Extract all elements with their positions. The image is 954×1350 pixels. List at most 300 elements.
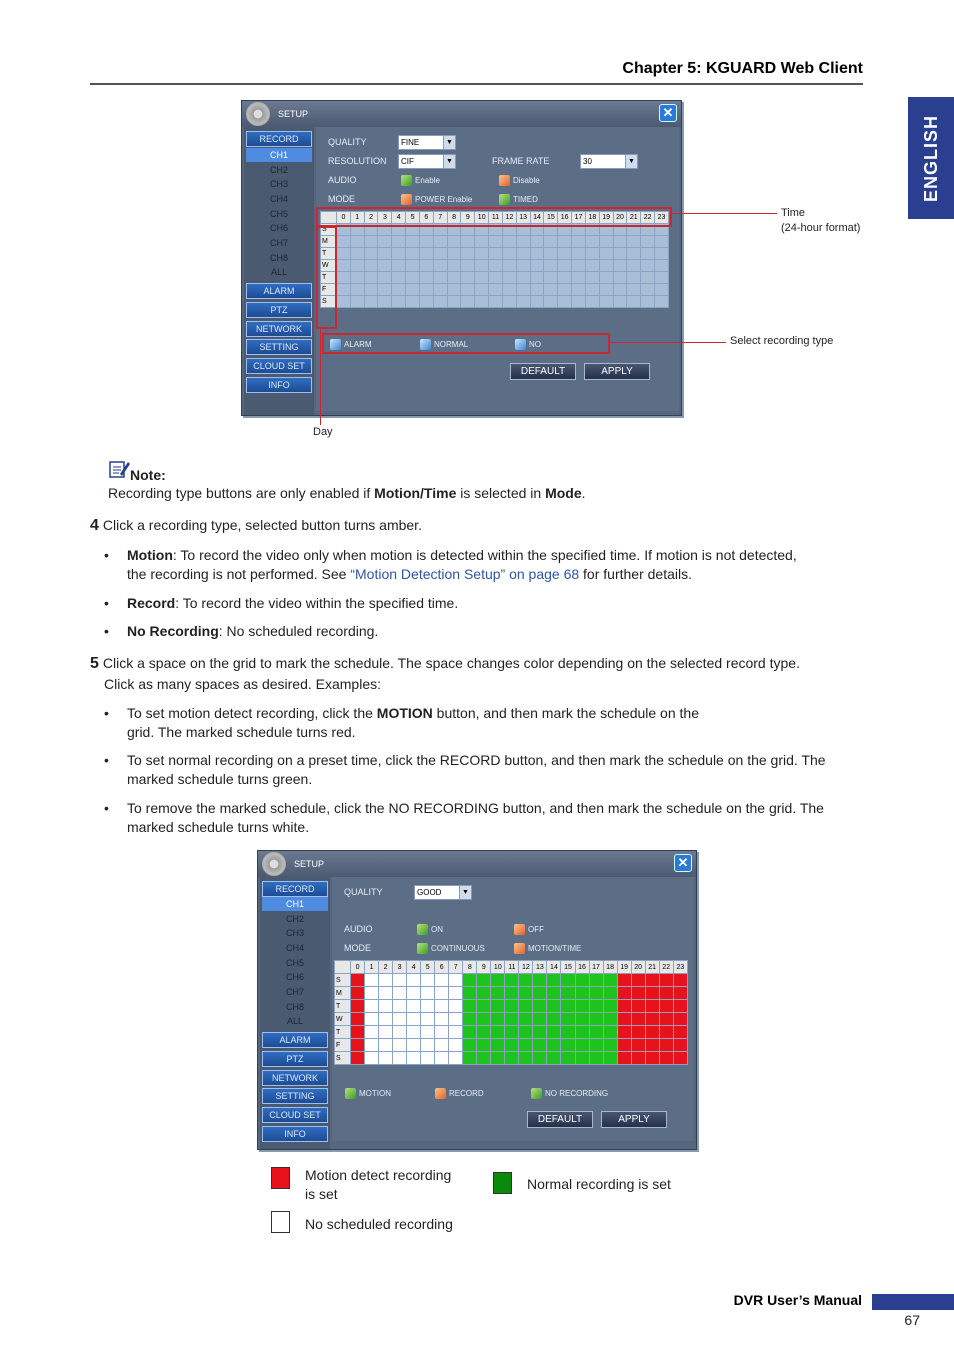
schedule-cell[interactable]	[337, 272, 351, 284]
schedule-cell[interactable]	[477, 974, 491, 987]
schedule-cell[interactable]	[547, 1026, 561, 1039]
schedule-cell[interactable]	[589, 974, 603, 987]
schedule-cell[interactable]	[365, 987, 379, 1000]
sidebar-cloud-set-button[interactable]: CLOUD SET	[262, 1107, 328, 1123]
schedule-cell[interactable]	[350, 284, 364, 296]
schedule-cell[interactable]	[491, 1039, 505, 1052]
frame-rate-select[interactable]	[580, 154, 638, 169]
schedule-cell[interactable]	[655, 248, 669, 260]
schedule-cell[interactable]	[378, 296, 392, 308]
schedule-cell[interactable]	[502, 248, 516, 260]
schedule-cell[interactable]	[505, 1013, 519, 1026]
schedule-cell[interactable]	[392, 296, 406, 308]
schedule-cell[interactable]	[364, 260, 378, 272]
schedule-cell[interactable]	[603, 1026, 617, 1039]
sidebar-all[interactable]: ALL	[270, 267, 287, 277]
schedule-cell[interactable]	[505, 1000, 519, 1013]
schedule-cell[interactable]	[351, 1013, 365, 1026]
schedule-cell[interactable]	[558, 236, 572, 248]
schedule-cell[interactable]	[533, 1000, 547, 1013]
schedule-cell[interactable]	[544, 272, 558, 284]
schedule-cell[interactable]	[393, 1000, 407, 1013]
schedule-cell[interactable]	[533, 1039, 547, 1052]
schedule-cell[interactable]	[561, 974, 575, 987]
schedule-cell[interactable]	[433, 236, 447, 248]
schedule-cell[interactable]	[645, 987, 659, 1000]
schedule-cell[interactable]	[337, 296, 351, 308]
schedule-cell[interactable]	[599, 284, 613, 296]
schedule-cell[interactable]	[572, 260, 586, 272]
schedule-cell[interactable]	[544, 248, 558, 260]
schedule-cell[interactable]	[447, 284, 461, 296]
schedule-cell[interactable]	[505, 974, 519, 987]
mode-continuous-radio[interactable]	[417, 943, 485, 954]
schedule-cell[interactable]	[613, 248, 627, 260]
schedule-cell[interactable]	[645, 1026, 659, 1039]
schedule-cell[interactable]	[449, 1026, 463, 1039]
schedule-cell[interactable]	[659, 1013, 673, 1026]
schedule-cell[interactable]	[516, 284, 530, 296]
schedule-cell[interactable]	[489, 236, 503, 248]
schedule-cell[interactable]	[491, 1013, 505, 1026]
schedule-cell[interactable]	[613, 284, 627, 296]
schedule-cell[interactable]	[659, 987, 673, 1000]
sidebar-ch4[interactable]: CH4	[269, 194, 288, 204]
schedule-cell[interactable]	[393, 987, 407, 1000]
schedule-cell[interactable]	[379, 1052, 393, 1065]
schedule-cell[interactable]	[350, 272, 364, 284]
schedule-cell[interactable]	[407, 1000, 421, 1013]
schedule-cell[interactable]	[378, 272, 392, 284]
schedule-cell[interactable]	[575, 1052, 589, 1065]
schedule-cell[interactable]	[505, 1052, 519, 1065]
schedule-cell[interactable]	[603, 1000, 617, 1013]
schedule-cell[interactable]	[393, 1013, 407, 1026]
schedule-cell[interactable]	[392, 284, 406, 296]
schedule-cell[interactable]	[659, 1052, 673, 1065]
schedule-cell[interactable]	[572, 296, 586, 308]
sidebar-ch8[interactable]: CH8	[285, 1002, 304, 1012]
audio-enable-radio[interactable]	[401, 175, 440, 186]
schedule-cell[interactable]	[544, 284, 558, 296]
schedule-cell[interactable]	[627, 296, 641, 308]
schedule-cell[interactable]	[433, 296, 447, 308]
sidebar-ch4[interactable]: CH4	[285, 943, 304, 953]
schedule-cell[interactable]	[673, 974, 687, 987]
schedule-cell[interactable]	[617, 1026, 631, 1039]
schedule-cell[interactable]	[407, 974, 421, 987]
schedule-cell[interactable]	[530, 296, 544, 308]
schedule-cell[interactable]	[613, 236, 627, 248]
schedule-cell[interactable]	[603, 1013, 617, 1026]
schedule-cell[interactable]	[365, 1000, 379, 1013]
schedule-cell[interactable]	[491, 1052, 505, 1065]
schedule-cell[interactable]	[673, 1039, 687, 1052]
schedule-cell[interactable]	[491, 974, 505, 987]
schedule-cell[interactable]	[589, 1013, 603, 1026]
sidebar-record-button[interactable]: RECORD	[262, 881, 328, 897]
schedule-cell[interactable]	[491, 1000, 505, 1013]
schedule-cell[interactable]	[421, 1052, 435, 1065]
default-button[interactable]: DEFAULT	[527, 1111, 593, 1128]
schedule-cell[interactable]	[378, 260, 392, 272]
schedule-cell[interactable]	[407, 1039, 421, 1052]
schedule-cell[interactable]	[449, 1039, 463, 1052]
schedule-cell[interactable]	[449, 987, 463, 1000]
schedule-cell[interactable]	[435, 1052, 449, 1065]
schedule-cell[interactable]	[337, 248, 351, 260]
sidebar-ch6[interactable]: CH6	[269, 223, 288, 233]
schedule-cell[interactable]	[575, 1000, 589, 1013]
schedule-cell[interactable]	[337, 260, 351, 272]
apply-button[interactable]: APPLY	[584, 363, 650, 380]
schedule-cell[interactable]	[477, 1052, 491, 1065]
schedule-cell[interactable]	[406, 248, 420, 260]
schedule-cell[interactable]	[558, 284, 572, 296]
schedule-cell[interactable]	[419, 260, 433, 272]
schedule-cell[interactable]	[489, 248, 503, 260]
schedule-cell[interactable]	[435, 1026, 449, 1039]
audio-disable-radio[interactable]	[499, 175, 540, 186]
schedule-cell[interactable]	[449, 974, 463, 987]
schedule-cell[interactable]	[406, 236, 420, 248]
schedule-cell[interactable]	[645, 1013, 659, 1026]
schedule-cell[interactable]	[617, 1013, 631, 1026]
schedule-cell[interactable]	[645, 1000, 659, 1013]
schedule-cell[interactable]	[645, 974, 659, 987]
schedule-cell[interactable]	[433, 272, 447, 284]
schedule-cell[interactable]	[603, 1039, 617, 1052]
schedule-cell[interactable]	[659, 974, 673, 987]
schedule-cell[interactable]	[433, 248, 447, 260]
schedule-cell[interactable]	[419, 284, 433, 296]
schedule-cell[interactable]	[533, 974, 547, 987]
audio-off-radio[interactable]	[514, 924, 544, 935]
schedule-cell[interactable]	[519, 1052, 533, 1065]
schedule-cell[interactable]	[558, 296, 572, 308]
schedule-cell[interactable]	[421, 1000, 435, 1013]
schedule-cell[interactable]	[547, 1039, 561, 1052]
schedule-cell[interactable]	[631, 1000, 645, 1013]
schedule-cell[interactable]	[392, 260, 406, 272]
sidebar-ptz-button[interactable]: PTZ	[262, 1051, 328, 1067]
schedule-cell[interactable]	[673, 1026, 687, 1039]
schedule-cell[interactable]	[585, 248, 599, 260]
schedule-cell[interactable]	[673, 1000, 687, 1013]
schedule-cell[interactable]	[589, 1052, 603, 1065]
sidebar-ch8[interactable]: CH8	[269, 253, 288, 263]
schedule-cell[interactable]	[519, 974, 533, 987]
schedule-cell[interactable]	[378, 284, 392, 296]
schedule-cell[interactable]	[351, 1052, 365, 1065]
quality-select[interactable]	[398, 135, 456, 150]
schedule-cell[interactable]	[627, 260, 641, 272]
sidebar-ch2[interactable]: CH2	[269, 165, 288, 175]
schedule-cell[interactable]	[617, 1039, 631, 1052]
schedule-cell[interactable]	[516, 272, 530, 284]
schedule-cell[interactable]	[599, 272, 613, 284]
schedule-cell[interactable]	[673, 987, 687, 1000]
schedule-cell[interactable]	[461, 284, 475, 296]
schedule-cell[interactable]	[463, 1052, 477, 1065]
schedule-cell[interactable]	[489, 284, 503, 296]
schedule-cell[interactable]	[463, 974, 477, 987]
schedule-cell[interactable]	[627, 248, 641, 260]
schedule-cell[interactable]	[603, 1052, 617, 1065]
schedule-cell[interactable]	[449, 1013, 463, 1026]
schedule-cell[interactable]	[475, 236, 489, 248]
sidebar-record-button[interactable]: RECORD	[246, 131, 312, 147]
schedule-cell[interactable]	[645, 1052, 659, 1065]
schedule-cell[interactable]	[617, 974, 631, 987]
schedule-cell[interactable]	[365, 974, 379, 987]
schedule-cell[interactable]	[433, 284, 447, 296]
sidebar-ch5[interactable]: CH5	[285, 958, 304, 968]
schedule-cell[interactable]	[447, 248, 461, 260]
schedule-cell[interactable]	[379, 1039, 393, 1052]
schedule-cell[interactable]	[433, 260, 447, 272]
schedule-cell[interactable]	[449, 1052, 463, 1065]
apply-button[interactable]: APPLY	[601, 1111, 667, 1128]
schedule-cell[interactable]	[406, 260, 420, 272]
schedule-cell[interactable]	[589, 1000, 603, 1013]
schedule-cell[interactable]	[641, 284, 655, 296]
schedule-cell[interactable]	[572, 284, 586, 296]
schedule-cell[interactable]	[379, 987, 393, 1000]
schedule-cell[interactable]	[379, 1013, 393, 1026]
schedule-cell[interactable]	[351, 1026, 365, 1039]
schedule-cell[interactable]	[645, 1039, 659, 1052]
schedule-cell[interactable]	[655, 272, 669, 284]
schedule-cell[interactable]	[655, 296, 669, 308]
schedule-cell[interactable]	[364, 236, 378, 248]
schedule-cell[interactable]	[502, 296, 516, 308]
schedule-cell[interactable]	[631, 1026, 645, 1039]
schedule-cell[interactable]	[655, 260, 669, 272]
schedule-cell[interactable]	[519, 1000, 533, 1013]
schedule-cell[interactable]	[447, 260, 461, 272]
schedule-cell[interactable]	[599, 260, 613, 272]
schedule-cell[interactable]	[365, 1052, 379, 1065]
schedule-cell[interactable]	[631, 987, 645, 1000]
sidebar-ch5[interactable]: CH5	[269, 209, 288, 219]
schedule-cell[interactable]	[365, 1013, 379, 1026]
schedule-cell[interactable]	[365, 1039, 379, 1052]
schedule-cell[interactable]	[659, 1026, 673, 1039]
schedule-cell[interactable]	[575, 974, 589, 987]
schedule-cell[interactable]	[585, 272, 599, 284]
schedule-cell[interactable]	[561, 1026, 575, 1039]
schedule-cell[interactable]	[477, 1013, 491, 1026]
sidebar-ch1[interactable]: CH1	[262, 897, 328, 911]
schedule-cell[interactable]	[477, 1026, 491, 1039]
schedule-cell[interactable]	[393, 1039, 407, 1052]
sidebar-ch7[interactable]: CH7	[269, 238, 288, 248]
schedule-cell[interactable]	[530, 248, 544, 260]
schedule-cell[interactable]	[406, 296, 420, 308]
schedule-cell[interactable]	[533, 1026, 547, 1039]
schedule-cell[interactable]	[463, 1026, 477, 1039]
schedule-cell[interactable]	[516, 260, 530, 272]
schedule-cell[interactable]	[519, 1013, 533, 1026]
schedule-cell[interactable]	[421, 974, 435, 987]
schedule-cell[interactable]	[631, 974, 645, 987]
schedule-cell[interactable]	[589, 1039, 603, 1052]
schedule-cell[interactable]	[599, 248, 613, 260]
schedule-cell[interactable]	[463, 1013, 477, 1026]
schedule-cell[interactable]	[337, 236, 351, 248]
schedule-cell[interactable]	[475, 284, 489, 296]
schedule-cell[interactable]	[463, 987, 477, 1000]
type-motion-radio[interactable]	[345, 1088, 391, 1099]
schedule-cell[interactable]	[631, 1013, 645, 1026]
schedule-cell[interactable]	[502, 272, 516, 284]
schedule-cell[interactable]	[475, 248, 489, 260]
mode-timed-radio[interactable]	[499, 194, 538, 205]
schedule-cell[interactable]	[589, 1026, 603, 1039]
schedule-cell[interactable]	[491, 987, 505, 1000]
schedule-cell[interactable]	[419, 272, 433, 284]
sidebar-network-button[interactable]: NETWORK	[246, 321, 312, 337]
schedule-cell[interactable]	[575, 987, 589, 1000]
schedule-cell[interactable]	[631, 1039, 645, 1052]
schedule-cell[interactable]	[641, 236, 655, 248]
schedule-cell[interactable]	[519, 1039, 533, 1052]
sidebar-info-button[interactable]: INFO	[246, 377, 312, 393]
schedule-cell[interactable]	[378, 248, 392, 260]
schedule-cell[interactable]	[435, 1039, 449, 1052]
schedule-cell[interactable]	[544, 260, 558, 272]
schedule-cell[interactable]	[505, 1039, 519, 1052]
sidebar-cloud-set-button[interactable]: CLOUD SET	[246, 358, 312, 374]
schedule-cell[interactable]	[351, 1039, 365, 1052]
schedule-cell[interactable]	[435, 1000, 449, 1013]
schedule-cell[interactable]	[533, 987, 547, 1000]
schedule-cell[interactable]	[421, 1013, 435, 1026]
schedule-cell[interactable]	[350, 260, 364, 272]
schedule-cell[interactable]	[421, 1039, 435, 1052]
schedule-cell[interactable]	[463, 1000, 477, 1013]
schedule-cell[interactable]	[641, 248, 655, 260]
schedule-cell[interactable]	[627, 272, 641, 284]
schedule-cell[interactable]	[407, 1026, 421, 1039]
mode-motion-time-radio[interactable]	[514, 943, 581, 954]
sidebar-setting-button[interactable]: SETTING	[246, 339, 312, 355]
schedule-cell[interactable]	[475, 272, 489, 284]
schedule-cell[interactable]	[547, 1052, 561, 1065]
schedule-cell[interactable]	[613, 272, 627, 284]
sidebar-alarm-button[interactable]: ALARM	[246, 283, 312, 299]
default-button[interactable]: DEFAULT	[510, 363, 576, 380]
schedule-cell[interactable]	[641, 296, 655, 308]
schedule-cell[interactable]	[463, 1039, 477, 1052]
schedule-cell[interactable]	[378, 236, 392, 248]
schedule-cell[interactable]	[519, 987, 533, 1000]
schedule-cell[interactable]	[673, 1013, 687, 1026]
schedule-cell[interactable]	[364, 296, 378, 308]
schedule-cell[interactable]	[502, 260, 516, 272]
resolution-select[interactable]	[398, 154, 456, 169]
schedule-cell[interactable]	[585, 236, 599, 248]
schedule-cell[interactable]	[447, 296, 461, 308]
mode-power-radio[interactable]	[401, 194, 472, 205]
schedule-cell[interactable]	[561, 1000, 575, 1013]
schedule-cell[interactable]	[365, 1026, 379, 1039]
schedule-cell[interactable]	[547, 1013, 561, 1026]
schedule-cell[interactable]	[530, 284, 544, 296]
schedule-cell[interactable]	[599, 236, 613, 248]
schedule-cell[interactable]	[379, 974, 393, 987]
schedule-cell[interactable]	[364, 272, 378, 284]
type-record-radio[interactable]	[435, 1088, 484, 1099]
schedule-cell[interactable]	[558, 260, 572, 272]
type-no-recording-radio[interactable]	[531, 1088, 608, 1099]
schedule-cell[interactable]	[461, 260, 475, 272]
schedule-cell[interactable]	[393, 974, 407, 987]
quality-select[interactable]	[414, 885, 472, 900]
schedule-cell[interactable]	[603, 987, 617, 1000]
schedule-cell[interactable]	[673, 1052, 687, 1065]
sidebar-ch1[interactable]: CH1	[246, 148, 312, 162]
schedule-cell[interactable]	[533, 1052, 547, 1065]
sidebar-ch3[interactable]: CH3	[285, 928, 304, 938]
schedule-cell[interactable]	[585, 296, 599, 308]
schedule-cell[interactable]	[419, 236, 433, 248]
schedule-cell[interactable]	[364, 248, 378, 260]
schedule-cell[interactable]	[533, 1013, 547, 1026]
schedule-cell[interactable]	[393, 1052, 407, 1065]
schedule-cell[interactable]	[558, 272, 572, 284]
schedule-cell[interactable]	[599, 296, 613, 308]
schedule-cell[interactable]	[585, 284, 599, 296]
sidebar-ch6[interactable]: CH6	[285, 972, 304, 982]
schedule-cell[interactable]	[631, 1052, 645, 1065]
schedule-cell[interactable]	[461, 248, 475, 260]
schedule-cell[interactable]	[489, 260, 503, 272]
schedule-cell[interactable]	[475, 260, 489, 272]
schedule-cell[interactable]	[617, 1000, 631, 1013]
schedule-cell[interactable]	[659, 1000, 673, 1013]
schedule-cell[interactable]	[477, 1039, 491, 1052]
schedule-cell[interactable]	[489, 272, 503, 284]
schedule-cell[interactable]	[572, 248, 586, 260]
schedule-cell[interactable]	[575, 1013, 589, 1026]
schedule-cell[interactable]	[613, 296, 627, 308]
schedule-cell[interactable]	[519, 1026, 533, 1039]
sidebar-alarm-button[interactable]: ALARM	[262, 1032, 328, 1048]
schedule-cell[interactable]	[477, 1000, 491, 1013]
sidebar-setting-button[interactable]: SETTING	[262, 1088, 328, 1104]
schedule-cell[interactable]	[351, 974, 365, 987]
sidebar-all[interactable]: ALL	[286, 1016, 303, 1026]
schedule-cell[interactable]	[655, 284, 669, 296]
schedule-cell[interactable]	[421, 1026, 435, 1039]
schedule-cell[interactable]	[447, 272, 461, 284]
schedule-cell[interactable]	[337, 284, 351, 296]
schedule-cell[interactable]	[572, 236, 586, 248]
schedule-cell[interactable]	[516, 236, 530, 248]
schedule-cell[interactable]	[435, 1013, 449, 1026]
schedule-cell[interactable]	[502, 284, 516, 296]
sidebar-ch7[interactable]: CH7	[285, 987, 304, 997]
schedule-cell[interactable]	[561, 1013, 575, 1026]
schedule-cell[interactable]	[379, 1026, 393, 1039]
schedule-cell[interactable]	[406, 284, 420, 296]
schedule-cell[interactable]	[407, 1052, 421, 1065]
schedule-cell[interactable]	[575, 1026, 589, 1039]
schedule-cell[interactable]	[561, 1052, 575, 1065]
schedule-cell[interactable]	[617, 987, 631, 1000]
